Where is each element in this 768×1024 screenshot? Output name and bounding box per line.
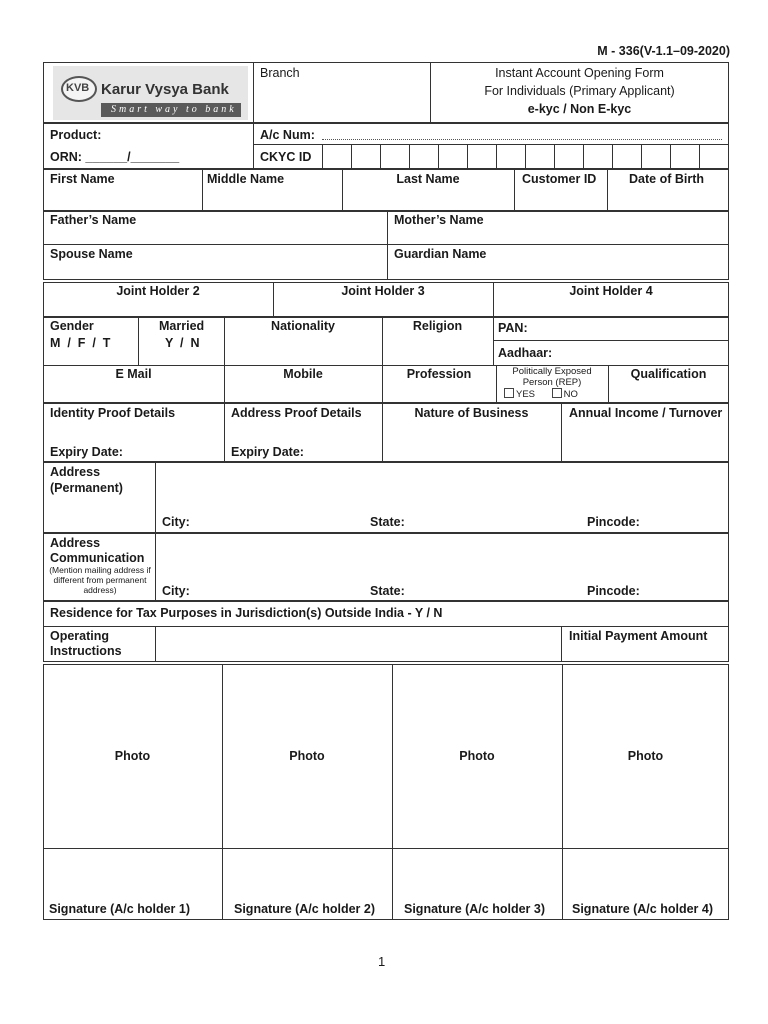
address-expiry-label: Expiry Date: bbox=[231, 445, 304, 459]
form-code: M - 336(V-1.1–09-2020) bbox=[597, 44, 730, 58]
nature-business-label: Nature of Business bbox=[414, 406, 529, 420]
married-label: Married bbox=[159, 319, 205, 333]
married-options[interactable]: Y / N bbox=[165, 336, 200, 350]
religion-label: Religion bbox=[412, 319, 463, 333]
comm-address-note: (Mention mailing address if different from permanent address) bbox=[49, 565, 151, 595]
nationality-label: Nationality bbox=[271, 319, 335, 333]
ac-num-label: A/c Num: bbox=[260, 128, 315, 142]
comm-city-label: City: bbox=[162, 584, 190, 598]
permanent-city-label: City: bbox=[162, 515, 190, 529]
permanent-address-label-2: (Permanent) bbox=[50, 481, 123, 495]
mobile-label: Mobile bbox=[283, 367, 323, 381]
ckyc-label: CKYC ID bbox=[260, 150, 312, 164]
signature-1[interactable]: Signature (A/c holder 1) bbox=[49, 902, 190, 916]
gender-options[interactable]: M / F / T bbox=[50, 336, 111, 350]
product-label: Product: bbox=[50, 128, 102, 142]
customer-id-label: Customer ID bbox=[522, 172, 597, 186]
qualification-label: Qualification bbox=[630, 367, 707, 381]
pep-yes-checkbox[interactable] bbox=[504, 388, 514, 398]
identity-proof-label: Identity Proof Details bbox=[50, 406, 176, 420]
initial-payment-label: Initial Payment Amount bbox=[569, 629, 708, 643]
spouse-name-label: Spouse Name bbox=[50, 247, 133, 261]
pep-no-checkbox[interactable] bbox=[552, 388, 562, 398]
photo-4[interactable]: Photo bbox=[627, 749, 664, 763]
father-name-label: Father’s Name bbox=[50, 213, 137, 227]
identity-expiry-label: Expiry Date: bbox=[50, 445, 123, 459]
pan-label: PAN: bbox=[498, 321, 528, 335]
dob-label: Date of Birth bbox=[629, 172, 704, 186]
joint-holder-2-label: Joint Holder 2 bbox=[116, 284, 200, 298]
page-number: 1 bbox=[378, 954, 386, 969]
form-title bbox=[431, 63, 728, 118]
middle-name-label: Middle Name bbox=[207, 172, 285, 186]
pep-no-label: NO bbox=[563, 389, 578, 400]
title-line-2: For Individuals (Primary Applicant) bbox=[484, 84, 675, 98]
guardian-name-label: Guardian Name bbox=[394, 247, 487, 261]
pep-line-2: Person (REP) bbox=[522, 377, 582, 388]
bank-initials: KVB bbox=[66, 82, 90, 94]
orn-label: ORN: ______/_______ bbox=[50, 150, 180, 164]
gender-label: Gender bbox=[50, 319, 94, 333]
permanent-state-label: State: bbox=[370, 515, 405, 529]
profession-label: Profession bbox=[406, 367, 472, 381]
permanent-pincode-label: Pincode: bbox=[587, 515, 640, 529]
photo-2[interactable]: Photo bbox=[289, 749, 325, 763]
bank-logo bbox=[53, 66, 248, 120]
address-proof-label: Address Proof Details bbox=[231, 406, 362, 420]
first-name-label: First Name bbox=[50, 172, 115, 186]
operating-label-2: Instructions bbox=[50, 644, 122, 658]
photo-signature-grid bbox=[43, 664, 729, 920]
bank-name: Karur Vysya Bank bbox=[101, 81, 229, 98]
pep-yes-label: YES bbox=[516, 389, 536, 400]
title-line-3: e-kyc / Non E-kyc bbox=[527, 102, 632, 116]
ac-num-field[interactable] bbox=[322, 139, 722, 140]
operating-label-1: Operating bbox=[50, 629, 110, 643]
permanent-address-label-1: Address bbox=[50, 465, 101, 479]
annual-income-label: Annual Income / Turnover bbox=[569, 406, 723, 420]
parents-row bbox=[43, 211, 729, 245]
aadhaar-label: Aadhaar: bbox=[498, 346, 553, 360]
mother-name-label: Mother’s Name bbox=[394, 213, 484, 227]
joint-holder-3-label: Joint Holder 3 bbox=[341, 284, 425, 298]
signature-3[interactable]: Signature (A/c holder 3) bbox=[404, 902, 545, 916]
email-label: E Mail bbox=[115, 367, 152, 381]
photo-3[interactable]: Photo bbox=[459, 749, 495, 763]
photo-1[interactable]: Photo bbox=[114, 749, 151, 763]
pep-line-1: Politically Exposed bbox=[512, 366, 592, 377]
last-name-label: Last Name bbox=[396, 172, 460, 186]
comm-address-label-1: Address bbox=[50, 536, 101, 550]
pep-block bbox=[496, 366, 608, 400]
bank-tagline: Smart way to bank bbox=[111, 104, 237, 115]
joint-holder-4-label: Joint Holder 4 bbox=[569, 284, 653, 298]
comm-address-label-2: Communication bbox=[50, 551, 145, 565]
spouse-row bbox=[43, 244, 729, 280]
signature-2[interactable]: Signature (A/c holder 2) bbox=[234, 902, 375, 916]
signature-4[interactable]: Signature (A/c holder 4) bbox=[572, 902, 713, 916]
title-line-1: Instant Account Opening Form bbox=[495, 66, 664, 80]
branch-label: Branch bbox=[260, 66, 300, 80]
comm-state-label: State: bbox=[370, 584, 405, 598]
tax-residence-label: Residence for Tax Purposes in Jurisdiction(s) Outside India - Y / N bbox=[50, 606, 443, 620]
comm-pincode-label: Pincode: bbox=[587, 584, 640, 598]
